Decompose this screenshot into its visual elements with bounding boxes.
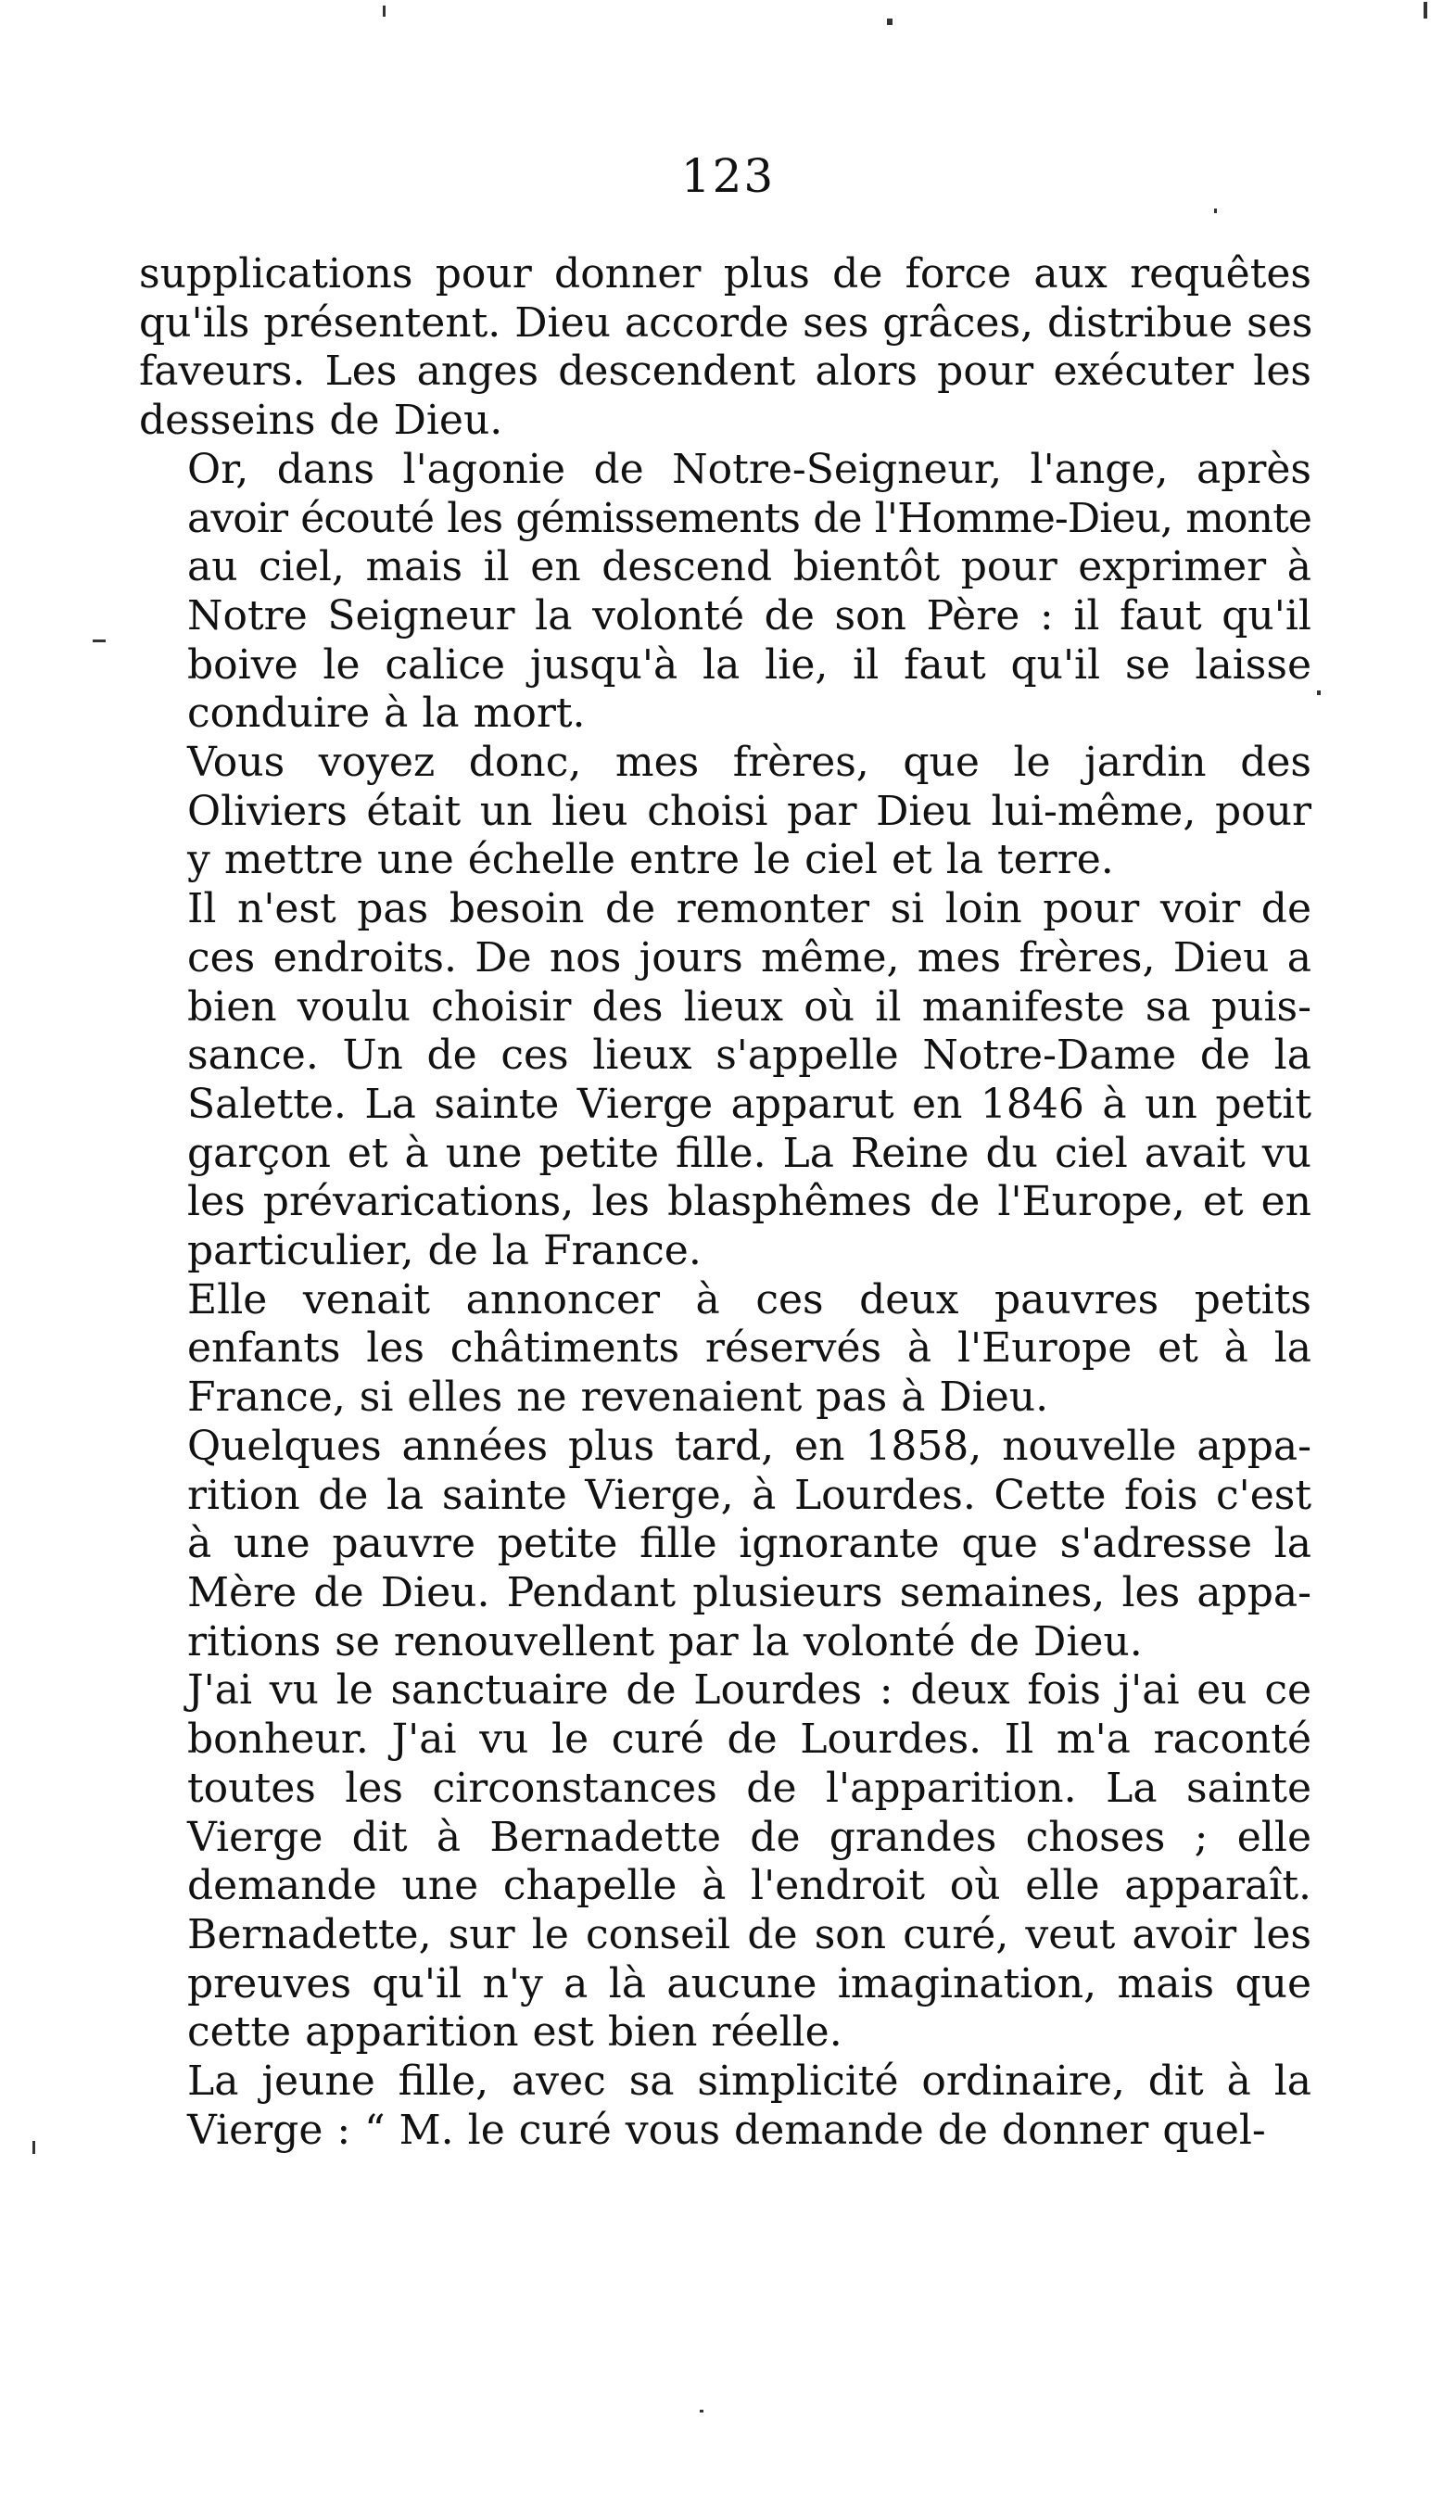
text-line: faveurs. Les anges descendent alors pour exécuter les bbox=[139, 348, 1311, 396]
text-line: Oliviers était un lieu choisi par Dieu lui-même, pour bbox=[187, 787, 1311, 835]
text-line: Salette. La sainte Vierge apparut en 1846 à un petit bbox=[187, 1080, 1311, 1128]
text-line: à une pauvre petite fille ignorante que s'adresse la bbox=[187, 1520, 1311, 1568]
text-line: bien voulu choisir des lieux où il manifeste sa puis- bbox=[187, 982, 1311, 1031]
text-line: La jeune fille, avec sa simplicité ordinaire, dit à la bbox=[187, 2058, 1311, 2106]
text-line: y mettre une échelle entre le ciel et la terre. bbox=[187, 836, 1114, 884]
text-line: supplications pour donner plus de force aux requêtes bbox=[139, 250, 1311, 298]
text-line: Notre Seigneur la volonté de son Père : il faut qu'il bbox=[187, 591, 1311, 639]
speck bbox=[1214, 209, 1217, 213]
text-line: Vierge : “ M. le curé vous demande de donner quel- bbox=[187, 2106, 1266, 2154]
text-line: Vierge dit à Bernadette de grandes choses ; elle bbox=[187, 1813, 1311, 1861]
paragraph bbox=[139, 1666, 1311, 2058]
text-line: Or, dans l'agonie de Notre-Seigneur, l'ange, après bbox=[187, 445, 1311, 493]
text-line: conduire à la mort. bbox=[187, 690, 586, 738]
text-line: enfants les châtiments réservés à l'Europe et à la bbox=[187, 1324, 1311, 1373]
text-line: Quelques années plus tard, en 1858, nouvelle appa- bbox=[187, 1422, 1311, 1470]
text-line: Elle venait annoncer à ces deux pauvres petits bbox=[187, 1275, 1311, 1323]
text-line: J'ai vu le sanctuaire de Lourdes : deux fois j'ai eu ce bbox=[187, 1666, 1311, 1715]
text-line: qu'ils présentent. Dieu accorde ses grâces, distribue ses bbox=[139, 298, 1313, 347]
speck bbox=[32, 2141, 35, 2154]
paragraph bbox=[139, 446, 1311, 739]
paragraph bbox=[139, 739, 1311, 885]
text-line: sance. Un de ces lieux s'appelle Notre-Dame de la bbox=[187, 1032, 1311, 1080]
text-line: preuves qu'il n'y a là aucune imagination, mais que bbox=[187, 1959, 1311, 2007]
text-line: garçon et à une petite fille. La Reine du ciel avait vu bbox=[187, 1129, 1311, 1177]
page-number: 123 bbox=[680, 149, 776, 203]
text-line: au ciel, mais il en descend bientôt pour exprimer à bbox=[187, 543, 1311, 591]
paragraph bbox=[139, 1276, 1311, 1423]
body-text bbox=[139, 250, 1311, 2155]
speck bbox=[887, 19, 893, 25]
speck bbox=[700, 2410, 703, 2412]
text-line: cette apparition est bien réelle. bbox=[187, 2008, 842, 2057]
text-line: Vous voyez donc, mes frères, que le jardin des bbox=[187, 739, 1311, 787]
text-line: les prévarications, les blasphêmes de l'Europe, et en bbox=[187, 1178, 1311, 1226]
text-line: toutes les circonstances de l'apparition. La sainte bbox=[187, 1764, 1311, 1812]
text-line: rition de la sainte Vierge, à Lourdes. Cette fois c'est bbox=[187, 1471, 1311, 1519]
paragraph bbox=[139, 1423, 1311, 1667]
text-line: ces endroits. De nos jours même, mes frères, Dieu a bbox=[187, 933, 1311, 981]
text-line: Mère de Dieu. Pendant plusieurs semaines, les appa- bbox=[187, 1568, 1311, 1616]
text-line: Il n'est pas besoin de remonter si loin pour voir de bbox=[187, 885, 1311, 933]
text-line: bonheur. J'ai vu le curé de Lourdes. Il m'a raconté bbox=[187, 1716, 1311, 1764]
paragraph bbox=[139, 250, 1311, 446]
text-line: boive le calice jusqu'à la lie, il faut qu'il se laisse bbox=[187, 640, 1311, 689]
text-line: desseins de Dieu. bbox=[139, 397, 503, 445]
paragraph bbox=[139, 885, 1311, 1276]
speck bbox=[1317, 690, 1321, 695]
paragraph bbox=[139, 2058, 1311, 2155]
text-line: France, si elles ne revenaient pas à Dieu. bbox=[187, 1374, 1049, 1422]
text-line: avoir écouté les gémissements de l'Homme-Dieu, monte bbox=[187, 494, 1311, 542]
speck bbox=[1424, 2, 1427, 19]
speck bbox=[383, 6, 386, 17]
text-line: ritions se renouvellent par la volonté de Dieu. bbox=[187, 1617, 1143, 1665]
text-line: particulier, de la France. bbox=[187, 1227, 702, 1275]
speck bbox=[93, 639, 106, 642]
text-line: demande une chapelle à l'endroit où elle apparaît. bbox=[187, 1862, 1311, 1910]
text-line: Bernadette, sur le conseil de son curé, veut avoir les bbox=[187, 1910, 1311, 1958]
